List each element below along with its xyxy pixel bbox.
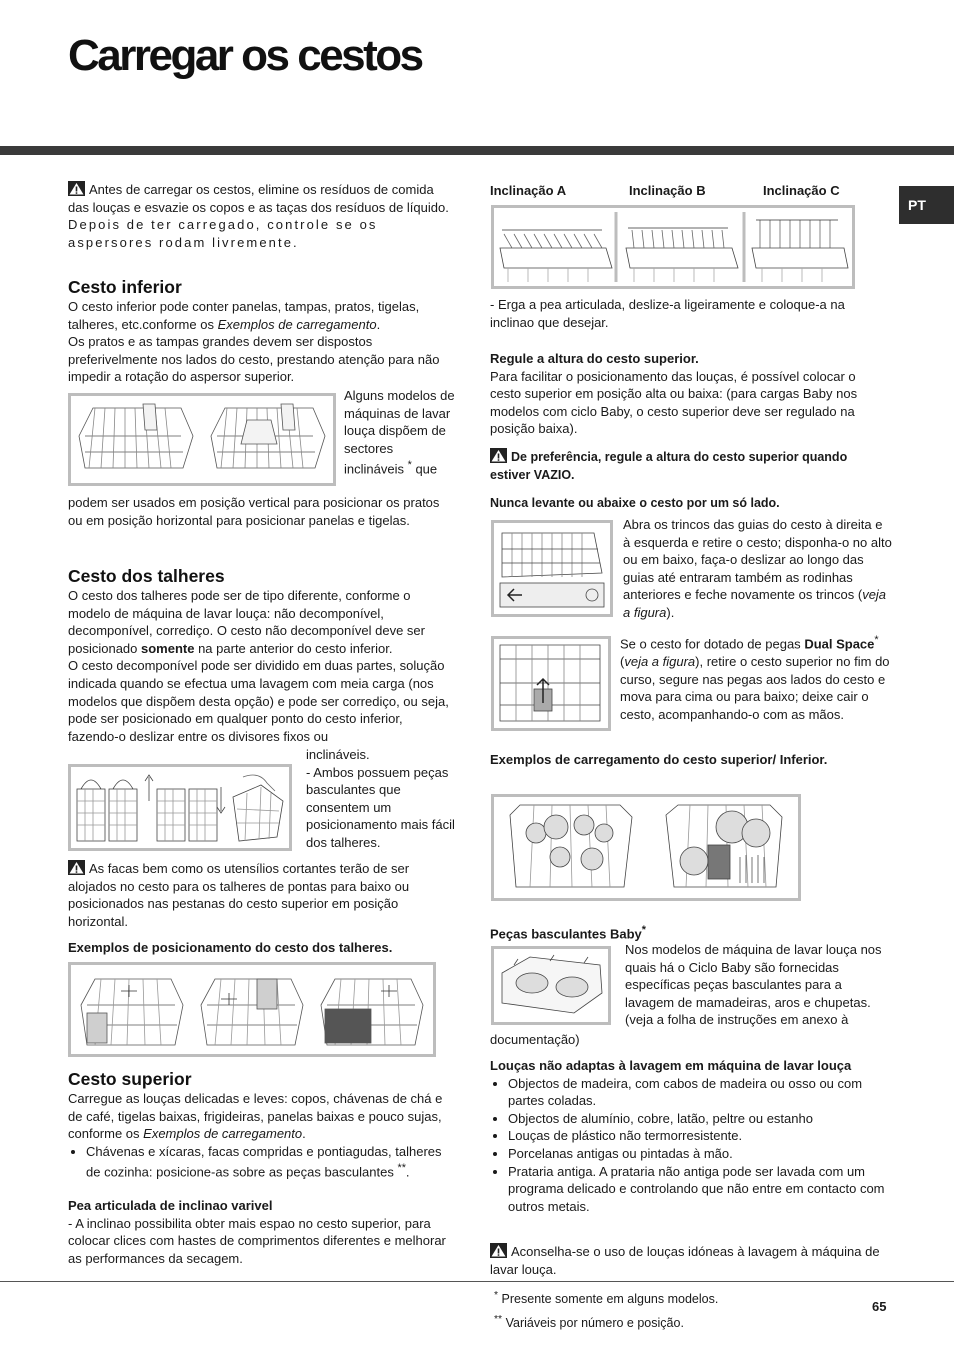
lower-text: O cesto inferior pode conter panelas, tampas, pratos, tigelas, talheres, etc.conforme os — [68, 299, 420, 332]
dual-space-side-text — [620, 632, 895, 723]
list-item — [86, 1143, 456, 1182]
footnote-text: Variáveis por número e posição. — [502, 1315, 684, 1330]
cutlery-basket-section — [68, 565, 456, 745]
cutlery-text-bold: somente — [141, 640, 195, 656]
cutlery-text-2: O cesto decomponível pode ser dividido em duas partes, solução indicada quando se efectua uma lavagem com meia carga (nos modelos que dispõem desta opção) e pode ser corrediço, ou seja, pode ser posicionado em qualquer ponto do cesto inferior, fazendo-o deslizar entre os divisores fixos ou — [68, 658, 449, 744]
examples-link: Exemplos de carregamento — [143, 1126, 303, 1142]
cutlery-examples-heading: Exemplos de posicionamento do cesto dos talheres. — [68, 940, 393, 955]
warning-icon — [490, 1243, 507, 1258]
footnotes — [494, 1287, 834, 1333]
lower-basket-illustration — [68, 393, 336, 486]
intro-block — [68, 181, 456, 251]
height-never-text: Nunca levante ou abaixe o cesto por um só lado. — [490, 496, 780, 510]
cutlery-text: O cesto dos talheres pode ser de tipo diferente, conforme o modelo de máquina de lavar louça: não decomponível, decomponível, corrediço. O cesto não decomponível deve ser posicionado — [68, 588, 425, 656]
lower-basket-section — [68, 276, 456, 386]
inclination-label-c: Inclinação C — [763, 183, 840, 198]
baby-heading: Peças basculantes Baby — [490, 926, 642, 942]
cutlery-warning-block — [68, 860, 456, 930]
tilt-text: - A inclinao possibilita obter mais espao no cesto superior, para colocar clices com hastes de comprimentos diferentes e melhorar as performances da secagem. — [68, 1215, 446, 1267]
footnote-marker: ** — [494, 1313, 503, 1325]
baby-flaps-illustration — [491, 946, 611, 1025]
baby-text: Nos modelos de máquina de lavar louça nos quais há o Ciclo Baby são fornecidas específicas peças basculantes para a lavagem de mamadeiras, aros e chupetas. (veja a folha de instruções em anexo à — [625, 942, 882, 1028]
height-warning-block — [490, 448, 890, 484]
list-item: • Louças de plástico não termorresistente. — [508, 1127, 890, 1145]
list-item: • Porcelanas antigas ou pintadas à mão. — [508, 1145, 890, 1163]
section-heading-upper: Cesto superior — [68, 1069, 192, 1089]
lower-side-text-body: Alguns modelos de máquinas de lavar louça dispõem de sectores inclináveis — [344, 388, 455, 477]
page-number: 65 — [872, 1299, 887, 1314]
dual-space-text-2: ( — [620, 653, 625, 669]
warning-icon — [490, 448, 507, 463]
dual-space-text: Se o cesto for dotado de pegas — [620, 636, 805, 652]
rail-text-end: ). — [666, 604, 675, 620]
height-section — [490, 350, 890, 438]
loading-examples-illustration — [491, 794, 801, 901]
cutlery-examples-illustration — [68, 962, 436, 1057]
unsuitable-heading: Louças não adaptas à lavagem em máquina de lavar louça — [490, 1058, 852, 1073]
cutlery-basket-illustration — [68, 764, 292, 851]
upper-bullet-text: Chávenas e xícaras, facas compridas e pontiagudas, talheres de cozinha: posicione-as sobre as peças basculantes — [86, 1143, 442, 1180]
lower-text-end: . — [376, 316, 381, 332]
upper-basket-section — [68, 1068, 456, 1268]
unsuitable-warning-text: Aconselha-se o uso de louças idóneas à lavagem à máquina de lavar louça. — [490, 1244, 880, 1277]
height-text: Para facilitar o posicionamento das louças, é possível colocar o cesto superior em posição alta ou baixa: (para cargas Baby nos modelos com ciclo Baby, o cesto superior deve ser regulado na posição baixa). — [490, 368, 858, 437]
footer-rule — [0, 1281, 954, 1282]
inclination-label-b: Inclinação B — [629, 183, 706, 198]
warning-icon — [68, 181, 85, 196]
see-figure-link: veja a figura — [624, 653, 696, 669]
see-figure-link: veja a figura — [623, 587, 887, 620]
language-tab: PT — [899, 186, 954, 224]
unsuitable-section — [490, 1057, 890, 1215]
footnote-text: Presente somente em alguns modelos. — [498, 1292, 719, 1307]
list-item: • Objectos de madeira, com cabos de madeira ou osso ou com partes coladas. — [508, 1075, 890, 1110]
header-rule — [0, 146, 954, 155]
footnote-marker: ** — [397, 1162, 406, 1175]
cutlery-side-text: inclináveis. - Ambos possuem peças basculantes que consentem um posicionamento mais fácil dos talheres. — [306, 747, 455, 850]
baby-text-end: documentação) — [490, 1032, 580, 1047]
dual-space-bold: Dual Space — [804, 636, 875, 652]
baby-heading-block — [490, 922, 790, 943]
lower-side-text — [344, 387, 456, 478]
upper-text-end: . — [302, 1126, 306, 1142]
intro-text-2: Depois de ter carregado, controle se os aspersores rodam livremente. — [68, 217, 378, 250]
cutlery-text-end: na parte anterior do cesto inferior. — [194, 640, 393, 656]
basket-rail-illustration — [491, 520, 613, 617]
inclination-label-a: Inclinação A — [490, 183, 567, 198]
rail-text: Abra os trincos das guias do cesto à direita e à esquerda e retire o cesto; disponha-o no alto ou em baixo, faça-o deslizar ao longo das guias até entraram também as rodinhas anteriores e feche novamente os trincos ( — [623, 517, 892, 603]
footnote-marker: * — [641, 924, 646, 936]
footnote — [494, 1311, 834, 1333]
page-title: Carregar os cestos — [68, 31, 422, 80]
upper-text: Carregue as louças delicadas e leves: copos, chávenas de chá e de café, tigelas baixas, frigideiras, panelas baixas e pouco sujas, conforme os — [68, 1091, 443, 1142]
section-heading-cutlery: Cesto dos talheres — [68, 566, 225, 586]
inclination-text: - Erga a pea articulada, deslize-a ligeiramente e coloque-a na inclinao que desejar. — [490, 297, 845, 330]
intro-text: Antes de carregar os cestos, elimine os resíduos de comida das louças e esvazie os copos e as taças dos resíduos de líquido. — [68, 182, 449, 215]
examples-link: Exemplos de carregamento — [217, 316, 377, 332]
unsuitable-warning-block — [490, 1243, 890, 1278]
tilt-heading: Pea articulada de inclinao varivel — [68, 1198, 273, 1214]
footnote-marker: * — [407, 459, 412, 472]
dual-space-text-end: ), retire o cesto superior no fim do curso, segure nas pegas aos lados do cesto e mova para cima ou para baixo; deixe cair o cesto, acompanhando-o com as mãos. — [620, 653, 890, 722]
footnote-marker: * — [494, 1290, 499, 1301]
height-warning-text: De preferência, regule a altura do cesto superior quando estiver VAZIO. — [490, 450, 848, 482]
rail-side-text — [623, 516, 893, 622]
lower-text-2: Os pratos e as tampas grandes devem ser dispostos preferivelmente nos lados do cesto, prestando atenção para não impedir a rotação do aspersor superior. — [68, 334, 440, 385]
loading-examples-heading: Exemplos de carregamento do cesto superior/ Inferior. — [490, 752, 828, 767]
cutlery-warning-text: As facas bem como os utensílios cortantes terão de ser alojados no cesto para os talheres de pontas para baixo ou posicionados nas pestanas do cesto superior em posição horizontal. — [68, 861, 410, 929]
list-item: • Prataria antiga. A prataria não antiga pode ser lavada com um programa delicado e controlando que não entre em contacto com outros metais. — [508, 1163, 890, 1216]
lower-text-3-block — [68, 494, 456, 529]
lower-text-3: podem ser usados em posição vertical para posicionar os pratos ou em posição horizontal para posicionar panelas e tigelas. — [68, 495, 440, 528]
inclination-illustration — [491, 205, 855, 289]
height-heading: Regule a altura do cesto superior. — [490, 351, 699, 366]
lower-side-text-end: que — [411, 461, 438, 477]
list-item: • Objectos de alumínio, cobre, latão, peltre ou estanho — [508, 1110, 890, 1128]
footnote-marker: * — [874, 634, 879, 646]
upper-bullet-end: . — [405, 1164, 410, 1180]
warning-icon — [68, 860, 85, 875]
footnote — [494, 1287, 834, 1309]
dual-space-illustration — [491, 636, 611, 731]
section-heading-lower: Cesto inferior — [68, 277, 182, 297]
